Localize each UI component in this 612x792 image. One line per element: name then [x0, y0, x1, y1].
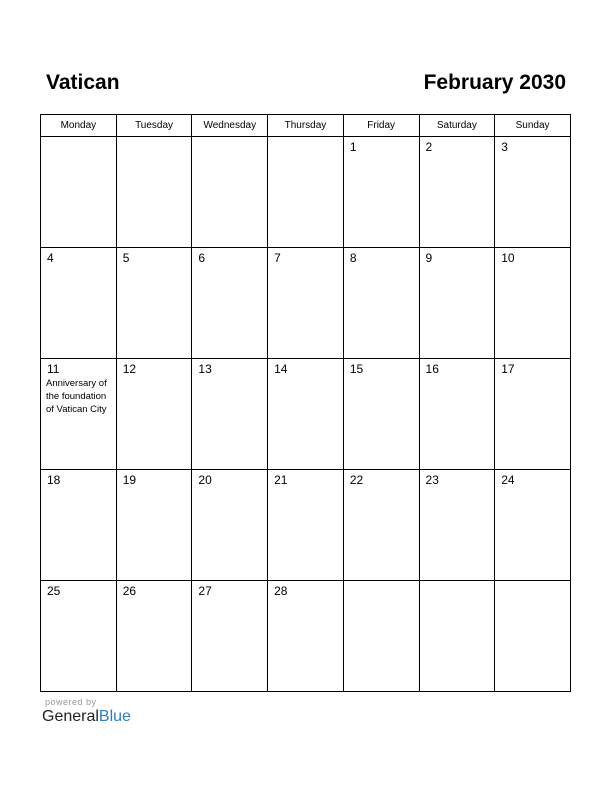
day-cell [268, 581, 344, 692]
day-cell [495, 248, 571, 359]
day-cell [495, 470, 571, 581]
day-number: 10 [501, 251, 515, 265]
day-number: 28 [274, 584, 288, 598]
day-number: 9 [425, 251, 433, 265]
day-cell [192, 581, 268, 692]
day-number [41, 137, 116, 141]
day-cell [41, 248, 117, 359]
day-number: 5 [122, 251, 130, 265]
holiday-line: of Vatican City [46, 404, 107, 415]
day-cell [419, 359, 495, 470]
weekday-sunday: Sunday [495, 115, 571, 137]
day-cell [419, 137, 495, 248]
day-number: 3 [501, 140, 508, 154]
day-number: 2 [425, 140, 433, 154]
day-cell [268, 248, 344, 359]
day-cell [268, 137, 344, 248]
day-cell [116, 137, 192, 248]
generalblue-logo [42, 708, 131, 726]
day-cell [41, 581, 117, 692]
day-cell [41, 470, 117, 581]
month-title: February 2030 [423, 71, 566, 94]
day-number [192, 137, 267, 141]
day-cell [419, 248, 495, 359]
day-number: 16 [425, 362, 439, 376]
day-number: 25 [47, 584, 61, 598]
day-cell [343, 581, 419, 692]
day-cell [495, 359, 571, 470]
week-row-3 [41, 359, 571, 470]
day-number: 4 [47, 251, 54, 265]
day-cell [268, 359, 344, 470]
day-cell [116, 359, 192, 470]
day-number: 22 [349, 473, 364, 487]
day-cell [343, 137, 419, 248]
day-number: 18 [47, 473, 61, 487]
day-cell [419, 581, 495, 692]
day-number: 1 [349, 140, 357, 154]
day-number: 23 [425, 473, 439, 487]
logo-general: General [42, 708, 99, 725]
week-row-4 [41, 470, 571, 581]
day-number: 21 [274, 473, 288, 487]
day-cell [116, 581, 192, 692]
day-cell [495, 581, 571, 692]
holiday-label [41, 375, 116, 416]
day-number: 20 [198, 473, 212, 487]
week-row-1 [41, 137, 571, 248]
day-cell [419, 470, 495, 581]
day-cell [192, 470, 268, 581]
country-title: Vatican [46, 71, 120, 94]
weekday-friday: Friday [343, 115, 419, 137]
powered-by-text: powered by [45, 697, 97, 707]
week-row-5 [41, 581, 571, 692]
day-number: 19 [122, 473, 137, 487]
day-cell-holiday [41, 359, 117, 470]
day-number: 12 [122, 362, 137, 376]
day-number [420, 581, 495, 585]
day-number [495, 581, 570, 585]
logo-blue: Blue [98, 708, 131, 725]
day-number [344, 581, 419, 585]
day-cell [343, 359, 419, 470]
day-cell [116, 470, 192, 581]
day-number [117, 137, 192, 141]
day-cell [343, 248, 419, 359]
day-number: 11 [47, 362, 60, 376]
day-cell [41, 137, 117, 248]
day-cell [192, 359, 268, 470]
day-cell [192, 248, 268, 359]
weekday-saturday: Saturday [419, 115, 495, 137]
day-number: 7 [274, 251, 281, 265]
week-row-2 [41, 248, 571, 359]
day-cell [268, 470, 344, 581]
day-cell [495, 137, 571, 248]
weekday-wednesday: Wednesday [192, 115, 268, 137]
day-number: 27 [198, 584, 212, 598]
day-number: 8 [349, 251, 357, 265]
holiday-line: Anniversary of [46, 378, 107, 389]
day-cell [116, 248, 192, 359]
day-number: 15 [349, 362, 364, 376]
day-number: 13 [198, 362, 212, 376]
weekday-header-row [41, 115, 571, 137]
day-cell [192, 137, 268, 248]
day-number: 6 [198, 251, 206, 265]
calendar-grid [40, 114, 571, 692]
day-number: 17 [501, 362, 515, 376]
day-number [268, 137, 343, 141]
day-number: 14 [274, 362, 288, 376]
holiday-line: the foundation [46, 391, 107, 402]
weekday-monday: Monday [41, 115, 117, 137]
weekday-tuesday: Tuesday [116, 115, 192, 137]
day-number: 26 [122, 584, 137, 598]
weekday-thursday: Thursday [268, 115, 344, 137]
day-cell [343, 470, 419, 581]
day-number: 24 [501, 473, 515, 487]
